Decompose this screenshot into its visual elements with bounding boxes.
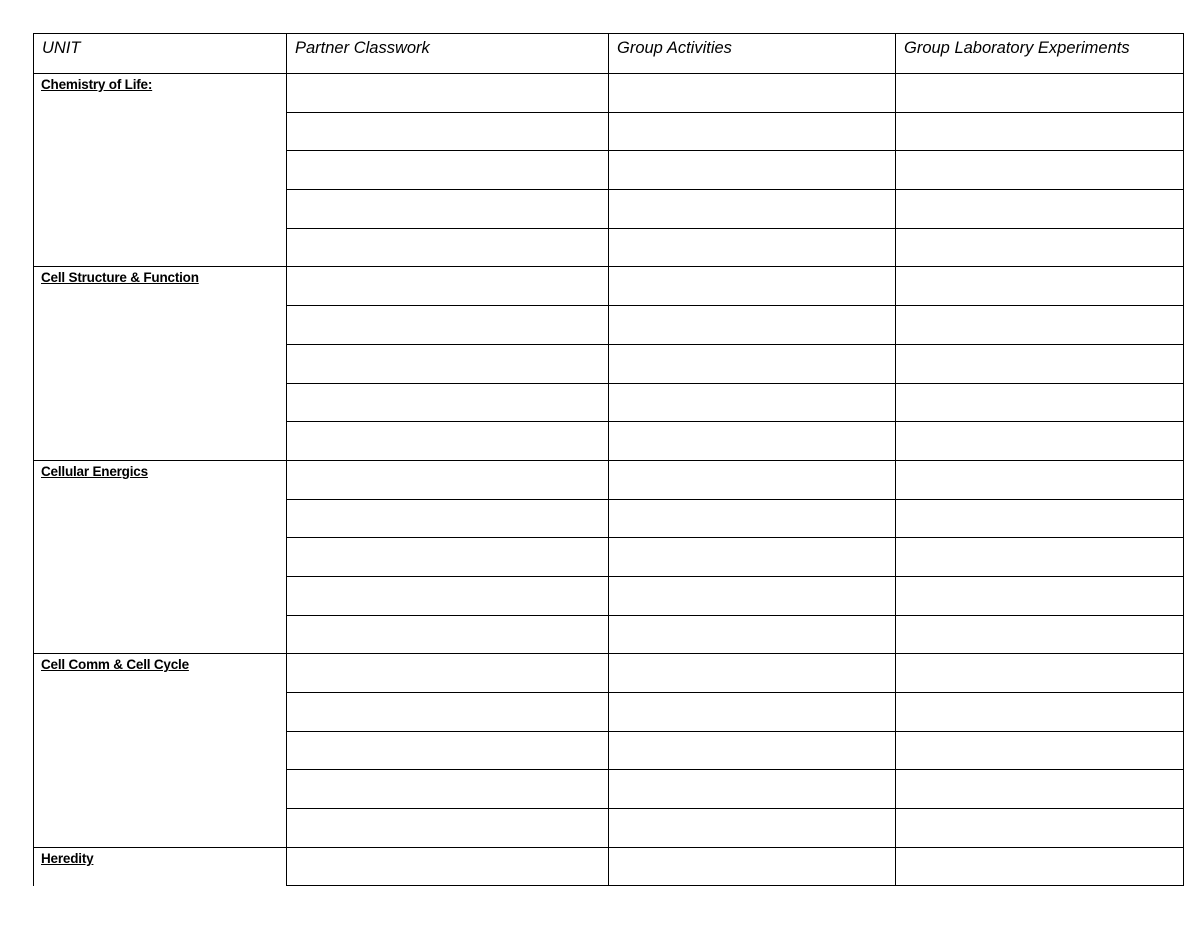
partner-classwork-cell[interactable] (287, 267, 609, 306)
group-lab-experiments-cell[interactable] (896, 809, 1184, 848)
partner-classwork-cell[interactable] (287, 74, 609, 113)
header-group-activities-label: Group Activities (617, 39, 732, 57)
worksheet (33, 33, 1184, 886)
partner-classwork-cell[interactable] (287, 693, 609, 732)
group-activities-cell[interactable] (609, 422, 896, 461)
partner-classwork-cell[interactable] (287, 654, 609, 693)
group-lab-experiments-cell[interactable] (896, 538, 1184, 577)
group-lab-experiments-cell[interactable] (896, 654, 1184, 693)
unit-cell (34, 460, 287, 653)
header-group-lab-experiments-label: Group Laboratory Experiments (904, 39, 1130, 57)
group-lab-experiments-cell[interactable] (896, 770, 1184, 809)
partner-classwork-cell[interactable] (287, 112, 609, 151)
partner-classwork-cell[interactable] (287, 731, 609, 770)
partner-classwork-cell[interactable] (287, 615, 609, 654)
partner-classwork-cell[interactable] (287, 228, 609, 267)
group-activities-cell[interactable] (609, 809, 896, 848)
group-lab-experiments-cell[interactable] (896, 344, 1184, 383)
unit-cell (34, 654, 287, 847)
header-partner-classwork (287, 34, 609, 74)
partner-classwork-cell[interactable] (287, 344, 609, 383)
unit-label: Cell Structure & Function (41, 270, 199, 286)
group-activities-cell[interactable] (609, 460, 896, 499)
group-lab-experiments-cell[interactable] (896, 847, 1184, 886)
group-lab-experiments-cell[interactable] (896, 576, 1184, 615)
partner-classwork-cell[interactable] (287, 190, 609, 229)
group-activities-cell[interactable] (609, 151, 896, 190)
group-activities-cell[interactable] (609, 228, 896, 267)
group-activities-cell[interactable] (609, 383, 896, 422)
unit-label: Heredity (41, 850, 94, 866)
unit-label: Cellular Energics (41, 463, 148, 479)
partner-classwork-cell[interactable] (287, 538, 609, 577)
group-activities-cell[interactable] (609, 847, 896, 886)
partner-classwork-cell[interactable] (287, 151, 609, 190)
group-activities-cell[interactable] (609, 267, 896, 306)
group-lab-experiments-cell[interactable] (896, 693, 1184, 732)
group-activities-cell[interactable] (609, 306, 896, 345)
group-activities-cell[interactable] (609, 654, 896, 693)
group-lab-experiments-cell[interactable] (896, 228, 1184, 267)
group-lab-experiments-cell[interactable] (896, 499, 1184, 538)
group-lab-experiments-cell[interactable] (896, 112, 1184, 151)
unit-cell (34, 267, 287, 460)
table-row (34, 847, 1184, 886)
header-unit (34, 34, 287, 74)
unit-cell (34, 847, 287, 886)
table-row (34, 654, 1184, 693)
table-row (34, 460, 1184, 499)
group-lab-experiments-cell[interactable] (896, 615, 1184, 654)
header-unit-label: UNIT (42, 39, 81, 57)
header-partner-classwork-label: Partner Classwork (295, 39, 430, 57)
partner-classwork-cell[interactable] (287, 847, 609, 886)
group-activities-cell[interactable] (609, 112, 896, 151)
group-lab-experiments-cell[interactable] (896, 151, 1184, 190)
partner-classwork-cell[interactable] (287, 306, 609, 345)
table-row (34, 267, 1184, 306)
group-activities-cell[interactable] (609, 731, 896, 770)
group-lab-experiments-cell[interactable] (896, 190, 1184, 229)
unit-label: Cell Comm & Cell Cycle (41, 657, 189, 673)
partner-classwork-cell[interactable] (287, 499, 609, 538)
group-lab-experiments-cell[interactable] (896, 306, 1184, 345)
partner-classwork-cell[interactable] (287, 809, 609, 848)
group-activities-cell[interactable] (609, 344, 896, 383)
partner-classwork-cell[interactable] (287, 770, 609, 809)
table-row (34, 74, 1184, 113)
group-lab-experiments-cell[interactable] (896, 460, 1184, 499)
group-activities-cell[interactable] (609, 74, 896, 113)
unit-label: Chemistry of Life: (41, 77, 153, 92)
group-activities-cell[interactable] (609, 615, 896, 654)
header-group-lab-experiments (896, 34, 1184, 74)
partner-classwork-cell[interactable] (287, 576, 609, 615)
header-group-activities (609, 34, 896, 74)
group-lab-experiments-cell[interactable] (896, 74, 1184, 113)
partner-classwork-cell[interactable] (287, 383, 609, 422)
group-lab-experiments-cell[interactable] (896, 422, 1184, 461)
group-activities-cell[interactable] (609, 770, 896, 809)
group-lab-experiments-cell[interactable] (896, 383, 1184, 422)
group-activities-cell[interactable] (609, 499, 896, 538)
group-lab-experiments-cell[interactable] (896, 731, 1184, 770)
partner-classwork-cell[interactable] (287, 422, 609, 461)
group-lab-experiments-cell[interactable] (896, 267, 1184, 306)
unit-activity-table (33, 33, 1184, 886)
group-activities-cell[interactable] (609, 693, 896, 732)
group-activities-cell[interactable] (609, 576, 896, 615)
unit-cell (34, 74, 287, 267)
partner-classwork-cell[interactable] (287, 460, 609, 499)
group-activities-cell[interactable] (609, 190, 896, 229)
header-row (34, 34, 1184, 74)
group-activities-cell[interactable] (609, 538, 896, 577)
